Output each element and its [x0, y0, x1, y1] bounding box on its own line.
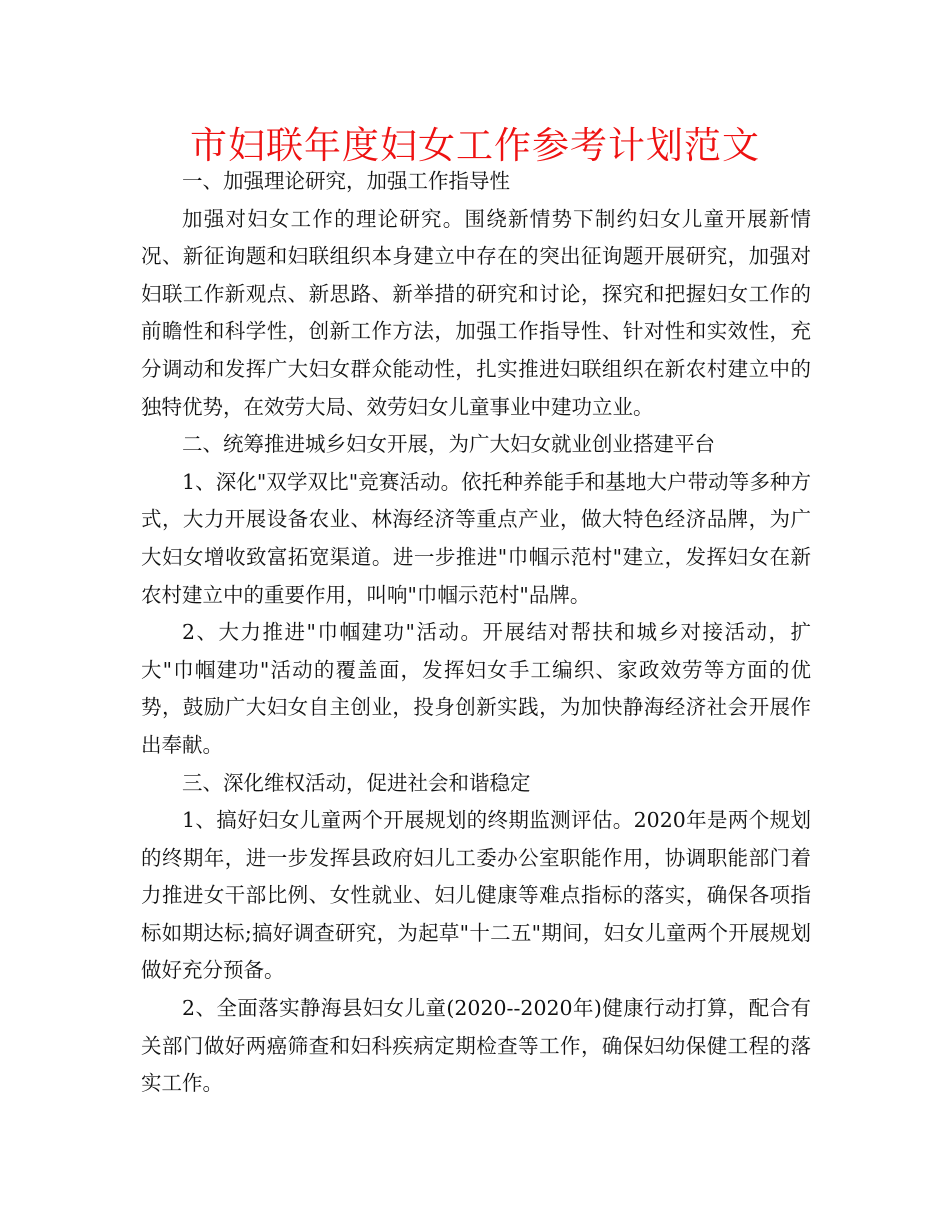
paragraph-jinguo-jiangong: 2、大力推进"巾帼建功"活动。开展结对帮扶和城乡对接活动，扩大"巾帼建功"活动的覆盖面，发挥妇女手工编织、家政效劳等方面的优势，鼓励广大妇女自主创业，投身创新实践，为加快静海经济社会开展作出奉献。 — [141, 620, 811, 757]
document-body — [141, 163, 811, 1103]
document-title: 市妇联年度妇女工作参考计划范文 — [190, 124, 760, 167]
section-heading-3: 三、深化维权活动，促进社会和谐稳定 — [182, 770, 531, 795]
paragraph-health-action: 2、全面落实静海县妇女儿童(2020--2020年)健康行动打算，配合有关部门做好两癌筛查和妇科疾病定期检查等工作，确保妇幼保健工程的落实工作。 — [141, 996, 811, 1096]
section-heading-2: 二、统筹推进城乡妇女开展，为广大妇女就业创业搭建平台 — [182, 432, 715, 457]
paragraph-theory-research: 加强对妇女工作的理论研究。围绕新情势下制约妇女儿童开展新情况、新征询题和妇联组织本身建立中存在的突出征询题开展研究，加强对妇联工作新观点、新思路、新举措的研究和讨论，探究和把握妇女工作的前瞻性和科学性，创新工作方法，加强工作指导性、针对性和实效性，充分调动和发挥广大妇女群众能动性，扎实推进妇联组织在新农村建立中的独特优势，在效劳大局、效劳妇女儿童事业中建功立业。 — [141, 206, 811, 419]
paragraph-monitoring-evaluation: 1、搞好妇女儿童两个开展规划的终期监测评估。2020年是两个规划的终期年，进一步发挥县政府妇儿工委办公室职能作用，协调职能部门着力推进女干部比例、女性就业、妇儿健康等难点指标的落实，确保各项指标如期达标;搞好调查研究，为起草"十二五"期间，妇女儿童两个开展规划做好充分预备。 — [141, 808, 811, 983]
section-heading-1: 一、加强理论研究，加强工作指导性 — [182, 169, 510, 193]
paragraph-shuangxue-shuangbi: 1、深化"双学双比"竞赛活动。依托种养能手和基地大户带动等多种方式，大力开展设备农业、林海经济等重点产业，做大特色经济品牌，为广大妇女增收致富拓宽渠道。进一步推进"巾帼示范村"建立，发挥妇女在新农村建立中的重要作用，叫响"巾帼示范村"品牌。 — [141, 469, 811, 607]
